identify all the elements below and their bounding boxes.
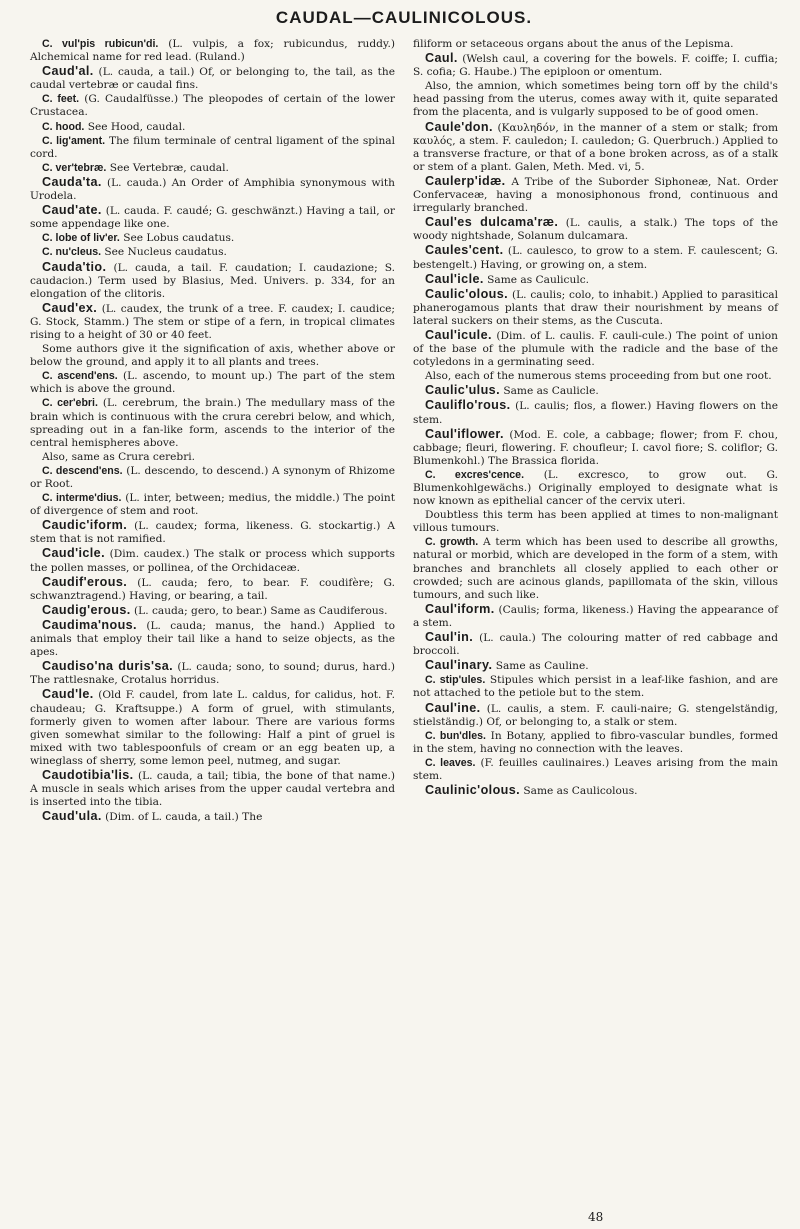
dictionary-entry	[413, 370, 778, 383]
entry-definition: Same as Caulicle.	[499, 385, 599, 398]
entry-headword: C. cer'ebri.	[42, 397, 98, 410]
dictionary-entry	[30, 204, 395, 231]
entry-headword: Caulerp'idæ.	[425, 173, 506, 188]
entry-definition: (L. inter, between; medius, the middle.) The point of divergence of stem and root.	[30, 492, 396, 518]
dictionary-entry	[413, 659, 778, 673]
entry-definition: (L. cauda, a tail.) Of, or belonging to, the tail, as the caudal vertebræ or caudal fins.	[30, 66, 395, 92]
entry-definition: See Vertebræ, caudal.	[106, 161, 229, 174]
entry-headword: Caul'iflower.	[425, 426, 504, 441]
entry-definition: (L. cerebrum, the brain.) The medullary mass of the brain which is continuous with the crura cerebri below, and which, spreading out in a fan-like form, ascends to the interior of the central hemispheres above.	[30, 397, 395, 449]
dictionary-entry	[30, 619, 395, 659]
entry-headword: Caul.	[425, 51, 458, 66]
right-column	[413, 38, 778, 825]
entry-definition: (Caulis; forma, likeness.) Having the appearance of a stem.	[413, 603, 778, 629]
dictionary-entry	[413, 730, 778, 756]
dictionary-entry	[413, 273, 778, 287]
dictionary-entry	[413, 52, 778, 79]
dictionary-entry	[30, 547, 395, 574]
entry-definition: (L. ascendo, to mount up.) The part of the stem which is above the ground.	[30, 370, 395, 396]
entry-definition: (L. cauda; manus, the hand.) Applied to animals that employ their tail like a hand to seize objects, as the apes.	[30, 619, 395, 659]
dictionary-entry	[413, 603, 778, 630]
entry-definition: (L. caulesco, to grow to a stem. F. caulescent; G. bestengelt.) Having, or growing on, a stem.	[413, 245, 778, 271]
entry-headword: C. lig'ament.	[42, 134, 106, 147]
entry-definition: (Mod. E. cole, a cabbage; flower; from F. chou, cabbage; fleuri, flowering. F. choufleur; I. cavol fiore; S. coliflor; G. Blumenkohl.) The Brassica florida.	[413, 428, 778, 467]
entry-headword: Caulic'ulus.	[425, 383, 500, 398]
entry-headword: Caules'cent.	[425, 243, 504, 258]
entry-definition: Same as Caulicolous.	[520, 785, 638, 798]
entry-headword: Caul'in.	[425, 630, 474, 645]
entry-definition: (L. caulis; flos, a flower.) Having flowers on the stem.	[413, 400, 778, 426]
dictionary-entry	[413, 509, 778, 535]
dictionary-entry	[30, 302, 395, 342]
dictionary-entry	[30, 343, 395, 369]
dictionary-entry	[413, 329, 778, 369]
dictionary-entry	[30, 261, 395, 301]
entry-definition: Same as Cauline.	[492, 660, 589, 673]
entry-definition: (L. caulis, a stalk.) The tops of the woody nightshade, Solanum dulcamara.	[413, 217, 778, 243]
entry-headword: Caudif'erous.	[42, 574, 128, 589]
entry-headword: C. vul'pis rubicun'di.	[42, 38, 159, 50]
entry-headword: Caulic'olous.	[425, 286, 509, 301]
entry-headword: C. stip'ules.	[425, 674, 486, 687]
entry-headword: Caul'icle.	[425, 271, 484, 286]
entry-headword: Caud'al.	[42, 64, 94, 79]
entry-definition: (L. caulis; colo, to inhabit.) Applied to parasitical phanerogamous plants that draw their nourishment by means of lateral suckers on their stems, as the Cuscuta.	[413, 288, 778, 327]
entry-definition: Some authors give it the signification of axis, whether above or below the ground, and apply it to all plants and trees.	[30, 343, 395, 369]
dictionary-entry	[413, 428, 778, 468]
entry-definition: (L. cauda; sono, to sound; durus, hard.) The rattlesnake, Crotalus horridus.	[30, 661, 395, 687]
left-column	[30, 38, 395, 825]
entry-headword: C. growth.	[425, 536, 479, 549]
dictionary-entry	[30, 176, 395, 203]
dictionary-entry	[413, 288, 778, 328]
entry-headword: Caudotibia'lis.	[42, 767, 134, 782]
dictionary-entry	[30, 810, 395, 824]
dictionary-entry	[30, 660, 395, 687]
dictionary-entry	[30, 492, 395, 518]
entry-definition: (Dim. of L. cauda, a tail.) The	[101, 811, 263, 824]
entry-definition: (Dim. caudex.) The stalk or process which supports the pollen masses, or pollinea, of the Orchidaceæ.	[30, 548, 395, 574]
entry-headword: Caud'le.	[42, 687, 94, 702]
dictionary-entry	[413, 80, 778, 119]
entry-definition: (L. cauda, a tail. F. caudation; I. caudazione; S. caudacion.) Term used by Blasius, Med. Univers. p. 334, for an elongation of the clitoris.	[30, 261, 395, 300]
entry-definition: (L. caudex, the trunk of a tree. F. caudex; I. caudice; G. Stock, Stamm.) The stem or stipe of a fern, in tropical climates rising to a height of 30 or 40 feet.	[30, 302, 395, 341]
dictionary-entry	[413, 216, 778, 243]
entry-headword: C. excres'cence.	[425, 468, 525, 481]
dictionary-entry	[30, 465, 395, 491]
entry-definition: (L. cauda; gero, to bear.) Same as Caudiferous.	[130, 604, 388, 617]
entry-definition: Also, each of the numerous stems proceeding from but one root.	[425, 370, 772, 383]
entry-definition: Also, the amnion, which sometimes being torn off by the child's head passing from the uterus, comes away with it, quite separated from the placenta, and is vulgarly supposed to be of good omen.	[413, 80, 778, 119]
entry-headword: Cauda'tio.	[42, 259, 107, 274]
entry-definition: (L. descendo, to descend.) A synonym of Rhizome or Root.	[30, 464, 395, 490]
entry-headword: Caulinic'olous.	[425, 783, 521, 798]
entry-headword: C. bun'dles.	[425, 729, 486, 742]
dictionary-entry	[413, 399, 778, 426]
dictionary-entry	[30, 246, 395, 259]
entry-definition: (Old F. caudel, from late L. caldus, for calidus, hot. F. chaudeau; G. Kraftsuppe.) A form of gruel, with stimulants, formerly given to women after labour. There are various forms given somewhat similar to the following: Half a pint of gruel is mixed with two tablespoonfuls of cream or an egg beaten up, a wineglass of sherry, some lemon peel, nutmeg, and sugar.	[30, 689, 395, 767]
entry-definition: (L. cauda, a tail; tibia, the bone of that name.) A muscle in seals which arises from the upper caudal vertebra and is inserted into the tibia.	[30, 769, 395, 809]
entry-definition: A term which has been used to describe all growths, natural or morbid, which are developed in the form of a stem, with branches and branchlets all closely applied to each other or crowded; such are acinous glands, papillomata of the skin, villous tumours, and such like.	[413, 536, 778, 601]
dictionary-entry	[30, 769, 395, 809]
entry-definition: (L. cauda. F. caudé; G. geschwänzt.) Having a tail, or some appendage like one.	[30, 205, 395, 231]
entry-headword: C. hood.	[42, 120, 85, 133]
entry-headword: Caule'don.	[425, 119, 493, 134]
entry-definition: (L. cauda; fero, to bear. F. coudifère; G. schwanztragend.) Having, or bearing, a tail.	[30, 576, 395, 602]
entry-headword: Caudic'iform.	[42, 518, 128, 533]
entry-headword: C. leaves.	[425, 756, 476, 769]
entry-definition: See Nucleus caudatus.	[101, 246, 227, 259]
entry-headword: Caul'ine.	[425, 700, 481, 715]
entry-headword: Cauliflo'rous.	[425, 398, 511, 413]
entry-headword: C. ver'tebræ.	[42, 161, 107, 174]
dictionary-entry	[30, 38, 395, 64]
entry-headword: C. lobe of liv'er.	[42, 232, 120, 245]
entry-headword: C. feet.	[42, 93, 80, 106]
dictionary-entry	[30, 162, 395, 175]
dictionary-entry	[30, 370, 395, 396]
page-number: 48	[588, 1210, 604, 1224]
dictionary-entry	[413, 121, 778, 174]
dictionary-entry	[30, 135, 395, 161]
entry-headword: Caul'es dulcama'ræ.	[425, 215, 559, 230]
dictionary-entry	[30, 65, 395, 92]
entry-definition: (L. caulis, a stem. F. cauli-naire; G. stengelständig, stielständig.) Of, or belonging to, a stalk or stem.	[413, 702, 778, 728]
entry-headword: Caud'icle.	[42, 546, 105, 561]
dictionary-entry	[413, 702, 778, 729]
dictionary-entry	[413, 38, 778, 51]
entry-definition: Also, same as Crura cerebri.	[42, 450, 196, 463]
dictionary-entry	[30, 121, 395, 134]
entry-headword: Caud'ula.	[42, 809, 102, 824]
entry-definition: Same as Cauliculc.	[483, 273, 590, 286]
entry-definition: A Tribe of the Suborder Siphoneæ, Nat. Order Confervaceæ, having a monosiphonous frond, continuous and irregularly branched.	[413, 175, 778, 215]
entry-definition: The filum terminale of central ligament of the spinal cord.	[30, 134, 395, 160]
dictionary-entry	[30, 576, 395, 603]
dictionary-entry	[413, 536, 778, 601]
entry-definition: Doubtless this term has been applied at times to non-malignant villous tumours.	[413, 509, 778, 535]
entry-headword: Caud'ate.	[42, 203, 102, 218]
dictionary-entry	[413, 757, 778, 783]
entry-headword: C. nu'cleus.	[42, 246, 102, 259]
dictionary-entry	[30, 688, 395, 768]
columns	[30, 38, 778, 825]
dictionary-entry	[413, 674, 778, 700]
dictionary-entry	[413, 244, 778, 271]
entry-definition: (L. cauda.) An Order of Amphibia synonymous with Urodela.	[30, 176, 395, 203]
dictionary-entry	[30, 519, 395, 546]
entry-headword: C. descend'ens.	[42, 464, 123, 477]
entry-definition: (L. caudex; forma, likeness. G. stockartig.) A stem that is not ramified.	[30, 520, 395, 546]
entry-headword: Cauda'ta.	[42, 174, 102, 189]
entry-headword: Caud'ex.	[42, 300, 98, 315]
entry-definition: (Dim. of L. caulis. F. cauli-cule.) The point of union of the base of the plumule with the radicle and the base of the cotyledons in a germinating seed.	[413, 329, 778, 369]
entry-definition: See Hood, caudal.	[84, 120, 186, 133]
dictionary-entry	[413, 175, 778, 215]
entry-headword: Caudiso'na duris'sa.	[42, 659, 174, 674]
entry-headword: Caudima'nous.	[42, 617, 137, 632]
entry-headword: C. ascend'ens.	[42, 370, 118, 383]
running-head: CAUDAL—CAULINICOLOUS.	[275, 8, 533, 27]
entry-definition: (L. excresco, to grow out. G. Blumenkohlgewächs.) Originally employed to designate what is now known as epithelial cancer of the cervix uteri.	[413, 468, 778, 508]
entry-definition: (F. feuilles caulinaires.) Leaves arising from the main stem.	[413, 756, 778, 782]
entry-definition: filiform or setaceous organs about the anus of the Lepisma.	[413, 38, 734, 50]
dictionary-entry	[30, 604, 395, 618]
dictionary-entry	[413, 469, 778, 508]
entry-headword: C. interme'dius.	[42, 492, 122, 505]
entry-headword: Caul'iform.	[425, 601, 495, 616]
dictionary-entry	[30, 93, 395, 119]
entry-definition: In Botany, applied to fibro-vascular bundles, formed in the stem, having no connection with the leaves.	[413, 729, 778, 755]
entry-definition: (L. vulpis, a fox; rubicundus, ruddy.) Alchemical name for red lead. (Ruland.)	[30, 38, 395, 64]
entry-definition: (Καυληδόν, in the manner of a stem or stalk; from καυλός, a stem. F. cauledon; I. cauledon; G. Querbruch.) Applied to a transverse fracture, or that of a bone broken across, as of a stalk or stem of a plant. Galen, Meth. Med. vi, 5.	[413, 121, 778, 173]
dictionary-entry	[413, 784, 778, 798]
entry-headword: Caul'inary.	[425, 658, 493, 673]
entry-headword: Caul'icule.	[425, 327, 492, 342]
entry-headword: Caudig'erous.	[42, 602, 131, 617]
entry-definition: Stipules which persist in a leaf-like fashion, and are not attached to the petiole but to the stem.	[413, 674, 779, 700]
entry-definition: (Welsh caul, a covering for the bowels. F. coiffe; I. cuffia; S. cofia; G. Haube.) The epiploon or omentum.	[413, 53, 778, 79]
entry-definition: (G. Caudalfüsse.) The pleopodes of certain of the lower Crustacea.	[30, 93, 395, 119]
dictionary-entry	[30, 397, 395, 449]
dictionary-entry	[30, 232, 395, 245]
entry-definition: See Lobus caudatus.	[119, 232, 235, 245]
dictionary-entry	[30, 451, 395, 464]
dictionary-entry	[413, 631, 778, 658]
dictionary-entry	[413, 384, 778, 398]
entry-definition: (L. caula.) The colouring matter of red cabbage and broccoli.	[413, 632, 778, 658]
